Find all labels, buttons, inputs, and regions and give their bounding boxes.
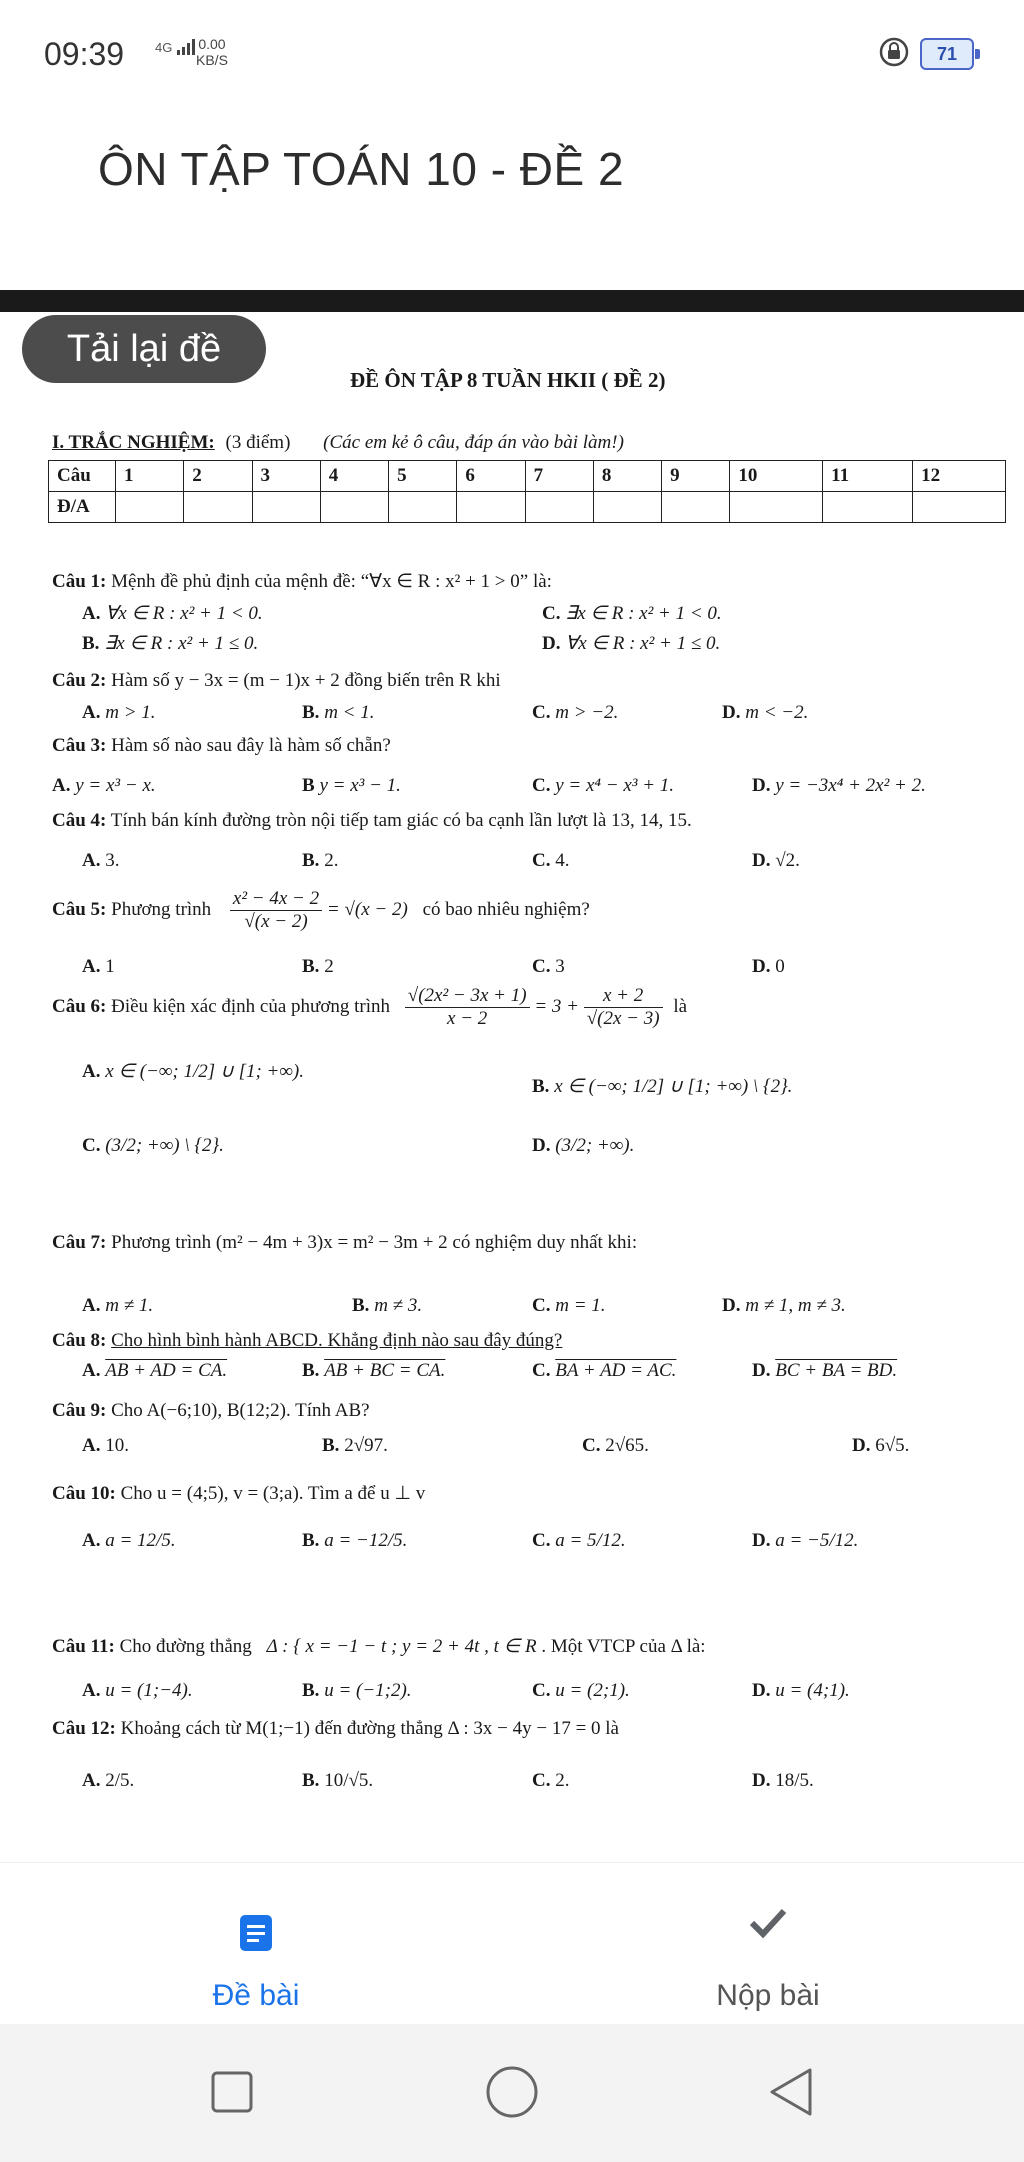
- option: B. ∃x ∈ R : x² + 1 ≤ 0.: [82, 633, 259, 654]
- option: D. 0: [752, 956, 785, 977]
- option: A. m > 1.: [82, 702, 156, 723]
- question-3: Câu 3: Hàm số nào sau đây là hàm số chẵn?: [52, 735, 391, 756]
- question-4: Câu 4: Tính bán kính đường tròn nội tiếp tam giác có ba cạnh lần lượt là 13, 14, 15.: [52, 810, 692, 831]
- option: D. a = −5/12.: [752, 1530, 859, 1551]
- table-cell: [252, 492, 320, 523]
- option: B. 2: [302, 956, 334, 977]
- table-cell: 10: [730, 461, 823, 492]
- question-2: Câu 2: Hàm số y − 3x = (m − 1)x + 2 đồng biến trên R khi: [52, 670, 501, 691]
- equation-fraction: $\frac{x + 2}{√(2x - 3)}$: [584, 985, 663, 1030]
- option: C. y = x⁴ − x³ + 1.: [532, 775, 675, 796]
- question-10: Câu 10: Cho u = (4;5), v = (3;a). Tìm a để u ⊥ v: [52, 1483, 426, 1504]
- option: D. y = −3x⁴ + 2x² + 2.: [752, 775, 926, 796]
- tab-exam[interactable]: [0, 1863, 512, 2025]
- option: C. 2.: [532, 1770, 570, 1791]
- option: A. y = x³ − x.: [52, 775, 156, 796]
- option: C. a = 5/12.: [532, 1530, 626, 1551]
- option: C. ∃x ∈ R : x² + 1 < 0.: [542, 603, 722, 624]
- option: D. 6√5.: [852, 1435, 910, 1456]
- reload-exam-button[interactable]: Tải lại đề: [22, 315, 266, 383]
- recents-icon[interactable]: [210, 2070, 254, 2114]
- option: D. ∀x ∈ R : x² + 1 ≤ 0.: [542, 633, 721, 654]
- table-cell: 5: [389, 461, 457, 492]
- question-label: Câu 1:: [52, 571, 107, 592]
- page-title: ÔN TẬP TOÁN 10 - ĐỀ 2: [98, 143, 625, 195]
- section-points: (3 điểm): [225, 432, 291, 453]
- option: C. m = 1.: [532, 1295, 606, 1316]
- tab-exam-label: Đề bài: [212, 1979, 300, 2012]
- line-system: Δ : { x = −1 − t ; y = 2 + 4t , t ∈ R: [266, 1636, 537, 1657]
- question-7: Câu 7: Phương trình (m² − 4m + 3)x = m² − 3m + 2 có nghiệm duy nhất khi:: [52, 1232, 638, 1253]
- table-cell: 2: [184, 461, 252, 492]
- table-cell: Đ/A: [49, 492, 116, 523]
- exam-title: ĐỀ ÔN TẬP 8 TUẦN HKII ( ĐỀ 2): [350, 368, 666, 392]
- option: D. 18/5.: [752, 1770, 814, 1791]
- section-name: I. TRẮC NGHIỆM:: [52, 432, 215, 453]
- question-8: Câu 8: Cho hình bình hành ABCD. Khẳng định nào sau đây đúng?: [52, 1330, 563, 1351]
- home-icon[interactable]: [485, 2065, 539, 2119]
- section-note: (Các em kẻ ô câu, đáp án vào bài làm!): [323, 432, 624, 453]
- network-type: 4G: [155, 40, 173, 55]
- answer-table-header: [49, 461, 1006, 492]
- table-cell: 6: [457, 461, 525, 492]
- option: B. 2.: [302, 850, 339, 871]
- table-cell: 11: [823, 461, 913, 492]
- table-cell: [525, 492, 593, 523]
- option: A. u = (1;−4).: [82, 1680, 193, 1701]
- question-text: Mệnh đề phủ định của mệnh đề: “∀x ∈ R : x² + 1 > 0” là:: [111, 571, 552, 592]
- option: A. 2/5.: [82, 1770, 135, 1791]
- signal-icon: [176, 38, 198, 56]
- status-bar: [0, 0, 1024, 110]
- back-icon[interactable]: [766, 2066, 814, 2118]
- speed-value: 0.00: [198, 36, 226, 52]
- option: A. AB + AD = CA.: [82, 1360, 228, 1381]
- status-time: 09:39: [44, 36, 125, 72]
- table-cell: [457, 492, 525, 523]
- option: C. 3: [532, 956, 565, 977]
- bottom-nav: [0, 1862, 1024, 2025]
- system-nav-bar: [0, 2024, 1024, 2162]
- equation-fraction: $\frac{\text{x² − 4x − 2}}{√(x - 2)}$: [230, 888, 322, 933]
- option: B y = x³ − 1.: [302, 775, 401, 796]
- table-cell: [116, 492, 184, 523]
- option: A. m ≠ 1.: [82, 1295, 154, 1316]
- option: A. x ∈ (−∞; 1/2] ∪ [1; +∞).: [82, 1061, 304, 1082]
- table-cell: [320, 492, 388, 523]
- table-cell: 7: [525, 461, 593, 492]
- table-cell: [823, 492, 913, 523]
- network-indicator: [155, 38, 198, 56]
- table-cell: [593, 492, 661, 523]
- option: C. (3/2; +∞) \ {2}.: [82, 1135, 224, 1156]
- table-cell: 4: [320, 461, 388, 492]
- option: B. 2√97.: [322, 1435, 388, 1456]
- option: C. u = (2;1).: [532, 1680, 630, 1701]
- network-speed: [196, 36, 228, 68]
- option: B. u = (−1;2).: [302, 1680, 412, 1701]
- question-6: Câu 6: Điều kiện xác định của phương trình $\frac{\text{√(2x² − 3x + 1)}}{x - 2}$ = 3 + $\frac{x + 2}{√(2x - 3)}$ là: [52, 985, 688, 1029]
- option: A. ∀x ∈ R : x² + 1 < 0.: [82, 603, 263, 624]
- option: C. BA + AD = AC.: [532, 1360, 677, 1381]
- option: D. BC + BA = BD.: [752, 1360, 898, 1381]
- option: A. a = 12/5.: [82, 1530, 176, 1551]
- option: A. 10.: [82, 1435, 129, 1456]
- option: B. x ∈ (−∞; 1/2] ∪ [1; +∞) \ {2}.: [532, 1076, 793, 1097]
- table-cell: 1: [116, 461, 184, 492]
- table-cell: [389, 492, 457, 523]
- tab-submit[interactable]: [512, 1863, 1024, 2025]
- question-9: Câu 9: Cho A(−6;10), B(12;2). Tính AB?: [52, 1400, 370, 1421]
- option: A. 1: [82, 956, 115, 977]
- checkmark-icon: [748, 1905, 788, 1939]
- option: D. u = (4;1).: [752, 1680, 850, 1701]
- table-cell: 3: [252, 461, 320, 492]
- document-icon: [238, 1913, 274, 1953]
- table-cell: [184, 492, 252, 523]
- battery-indicator: 71: [920, 38, 974, 70]
- option: B. m < 1.: [302, 702, 375, 723]
- option: B. a = −12/5.: [302, 1530, 408, 1551]
- speed-unit: KB/S: [196, 52, 228, 68]
- option: D. (3/2; +∞).: [532, 1135, 635, 1156]
- option: B. AB + BC = CA.: [302, 1360, 446, 1381]
- section-heading: [52, 432, 624, 454]
- option: C. 2√65.: [582, 1435, 649, 1456]
- rotation-lock-icon: [878, 36, 910, 68]
- option: B. m ≠ 3.: [352, 1295, 423, 1316]
- equation-fraction: $\frac{\text{√(2x² − 3x + 1)}}{x - 2}$: [405, 985, 530, 1030]
- option: A. 3.: [82, 850, 120, 871]
- option: D. m < −2.: [722, 702, 809, 723]
- table-cell: [662, 492, 730, 523]
- question-1: [52, 570, 552, 593]
- option: B. 10/√5.: [302, 1770, 374, 1791]
- table-cell: 8: [593, 461, 661, 492]
- option: C. 4.: [532, 850, 570, 871]
- answer-table-row: [49, 492, 1006, 523]
- answer-table: [48, 460, 1006, 523]
- table-cell: [730, 492, 823, 523]
- question-12: Câu 12: Khoảng cách từ M(1;−1) đến đường thẳng Δ : 3x − 4y − 17 = 0 là: [52, 1718, 619, 1739]
- table-cell: [913, 492, 1006, 523]
- table-cell: Câu: [49, 461, 116, 492]
- question-5: Câu 5: Phương trình $\frac{\text{x² − 4x − 2}}{√(x - 2)}$ = √(x − 2) có bao nhiêu nghiệm?: [52, 888, 590, 932]
- table-cell: 9: [662, 461, 730, 492]
- question-11: Câu 11: Cho đường thẳng Δ : { x = −1 − t ; y = 2 + 4t , t ∈ R . Một VTCP của Δ là:: [52, 1636, 706, 1657]
- option: D. √2.: [752, 850, 800, 871]
- tab-submit-label: Nộp bài: [716, 1979, 820, 2012]
- option: D. m ≠ 1, m ≠ 3.: [722, 1295, 846, 1316]
- header-divider: [0, 290, 1024, 312]
- option: C. m > −2.: [532, 702, 619, 723]
- table-cell: 12: [913, 461, 1006, 492]
